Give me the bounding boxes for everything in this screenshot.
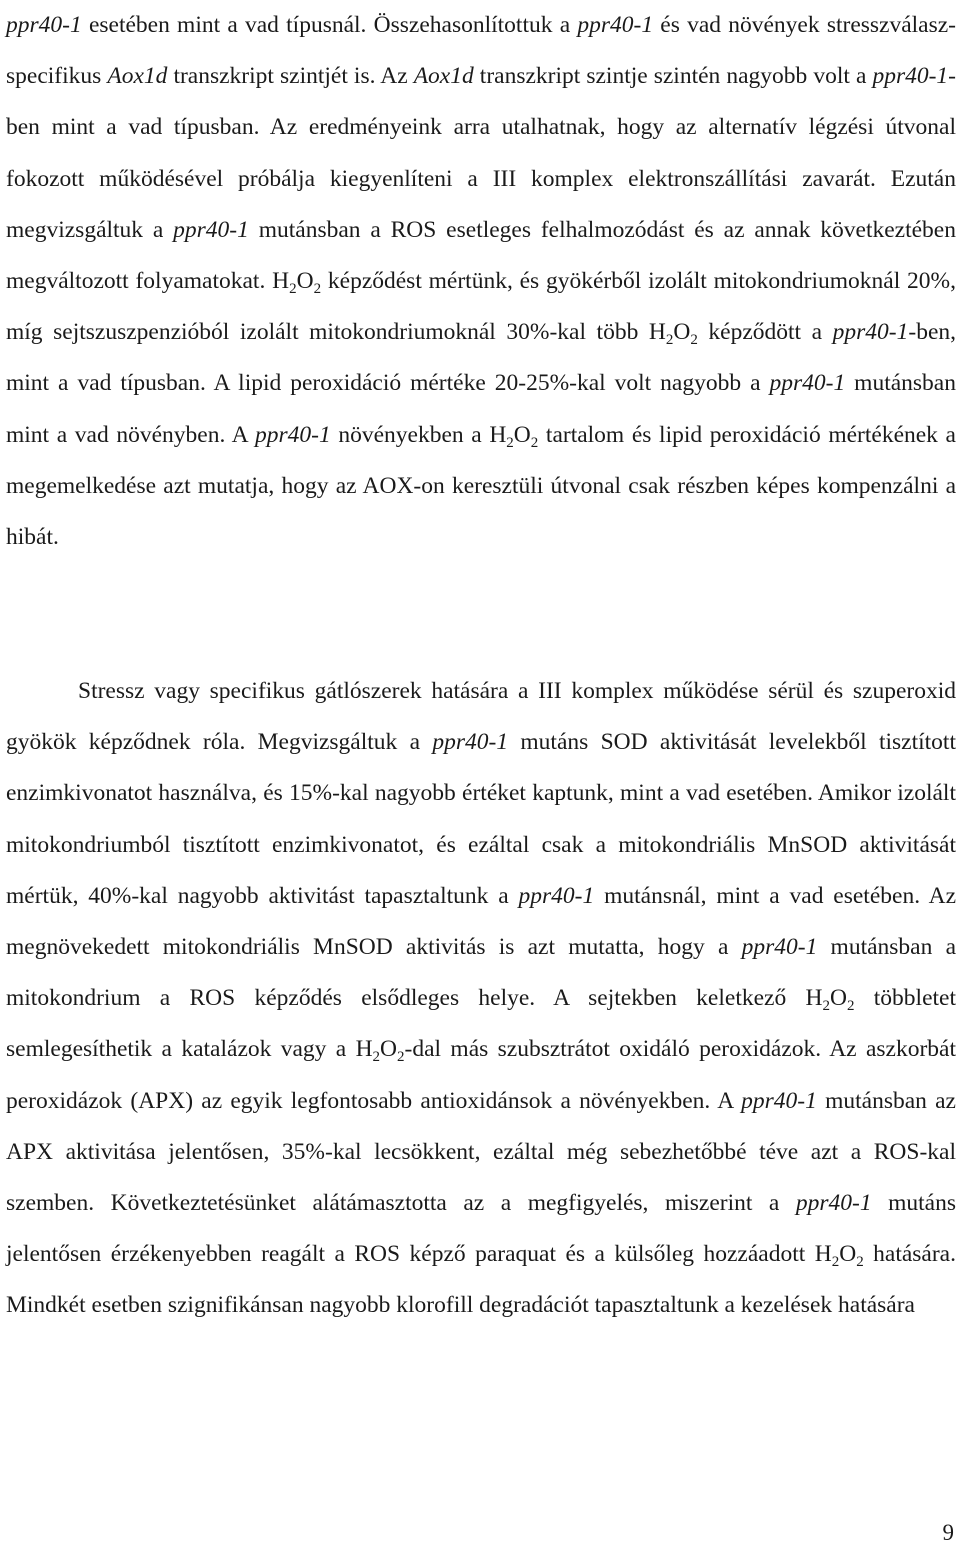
italic-term: ppr40-1 <box>254 421 331 448</box>
subscript-text: 2 <box>665 332 674 349</box>
italic-term: ppr40-1 <box>769 370 846 397</box>
text-run: O <box>380 1036 398 1063</box>
text-run: mutánsban az APX aktivitása jelentősen, 35%-kal lecsökkent, ezáltal még sebezhetőbbé téve azt a ROS-kal szemben. Következtetésünket alátámasztotta az a megfigyelés, miszerint a <box>6 1087 956 1217</box>
subscript-text: 2 <box>289 281 297 298</box>
subscript-text: 2 <box>313 281 322 298</box>
italic-term: ppr40-1 <box>518 882 595 909</box>
text-run: Stressz vagy specifikus gátlószerek hatására a III komplex működése sérül és szuperoxid gyökök képződnek róla. Megvizsgáltuk a <box>6 678 956 756</box>
subscript-text: 2 <box>856 1254 864 1271</box>
text-run: O <box>839 1241 857 1268</box>
italic-term: ppr40-1 <box>173 216 249 243</box>
italic-term: ppr40-1 <box>741 934 818 961</box>
text-run: hatására. Mindkét esetben szignifikánsan nagyobb klorofill degradációt tapasztaltunk a kezelések hatására <box>6 1241 956 1319</box>
paragraph-1 <box>6 0 956 563</box>
text-run: többletet semlegesíthetik a katalázok vagy a H <box>6 985 956 1063</box>
italic-term: ppr40-1 <box>432 729 509 756</box>
subscript-text: 2 <box>506 434 514 451</box>
text-run: -ben mint a vad típusban. Az eredményeink arra utalhatnak, hogy az alternatív légzési útvonal fokozott működésével próbálja kiegyenlíteni a III komplex elektronszállítási zavarát. Ezután megvizsgáltuk a <box>6 63 956 243</box>
subscript-text: 2 <box>690 332 698 349</box>
subscript-text: 2 <box>372 1049 381 1066</box>
text-run: és vad növények stresszválasz-specifikus <box>6 12 957 90</box>
subscript-text: 2 <box>822 998 830 1015</box>
text-run: tartalom és lipid peroxidáció mértékének a megemelkedése azt mutatja, hogy az AOX-on keresztüli útvonal csak részben képes kompenzálni a hibát. <box>6 421 956 551</box>
italic-term: ppr40-1 <box>832 319 909 346</box>
italic-term: ppr40-1 <box>577 12 654 38</box>
text-run: O <box>829 985 847 1012</box>
paragraph-2 <box>6 666 956 1332</box>
text-run: képződést mértünk, és gyökérből izolált mitokondriumoknál 20%, míg sejtszuszpenzióból izolált mitokondriumoknál 30%-kal több H <box>6 268 957 346</box>
italic-term: ppr40-1 <box>872 63 949 90</box>
page-number: 9 <box>942 1520 954 1545</box>
text-run: O <box>513 421 531 448</box>
text-run: mutáns SOD aktivitását levelekből tisztított enzimkivonatot használva, és 15%-kal nagyobb értéket kaptunk, mint a vad esetében. Amikor izolált mitokondriumból tisztított enzimkivonatot, és ezáltal csak a mitokondriális MnSOD aktivitását mértük, 40%-kal nagyobb aktivitást tapasztaltunk a <box>6 729 956 909</box>
text-run: mutánsban a mitokondrium a ROS képződés elsődleges helye. A sejtekben keletkező H <box>6 934 956 1012</box>
text-run: mutánsnál, mint a vad esetében. Az megnövekedett mitokondriális MnSOD aktivitás is azt mutatta, hogy a <box>6 882 957 961</box>
text-run: -ben, mint a vad típusban. A lipid peroxidáció mértéke 20-25%-kal volt nagyobb a <box>6 319 957 397</box>
text-run: képződött a <box>697 319 833 346</box>
italic-term: ppr40-1 <box>741 1087 817 1114</box>
text-run: transzkript szintjét is. Az <box>167 63 414 90</box>
text-run: mutánsban mint a vad növényben. A <box>6 370 956 448</box>
italic-term: Aox1d <box>413 63 474 90</box>
text-run: mutánsban a ROS esetleges felhalmozódást és az annak következtében megváltozott folyamatokat. H <box>6 216 956 295</box>
text-run: növényekben a H <box>330 421 507 448</box>
text-run: -dal más szubsztrátot oxidáló peroxidázok. Az aszkorbát peroxidázok (APX) az egyik legfontosabb antioxidánsok a növényekben. A <box>6 1036 956 1114</box>
italic-term: Aox1d <box>107 63 168 90</box>
text-run: O <box>296 268 314 295</box>
subscript-text: 2 <box>397 1049 405 1066</box>
italic-term: ppr40-1 <box>795 1190 872 1217</box>
subscript-text: 2 <box>831 1254 840 1271</box>
text-run: esetében mint a vad típusnál. Összehasonlítottuk a <box>81 12 578 38</box>
italic-term: ppr40-1 <box>6 12 82 38</box>
subscript-text: 2 <box>530 434 539 451</box>
text-run: O <box>673 319 691 346</box>
subscript-text: 2 <box>846 998 855 1015</box>
text-run: mutáns jelentősen érzékenyebben reagált a ROS képző paraquat és a külsőleg hozzáadott H <box>6 1190 956 1268</box>
text-run: transzkript szintje szintén nagyobb volt a <box>473 63 873 90</box>
